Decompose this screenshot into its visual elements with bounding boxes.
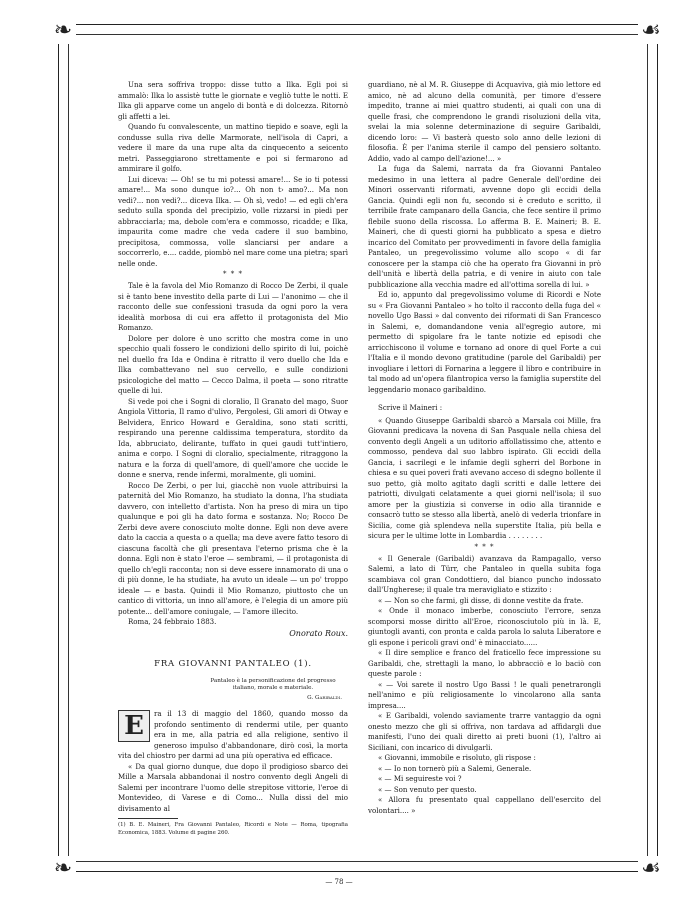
article-opening bbox=[118, 709, 348, 762]
epigraph-author: G. Garibaldi. bbox=[307, 694, 342, 701]
paragraph: « — Son venuto per questo. bbox=[378, 784, 477, 794]
paragraph: « Da qual giorno dunque, due dopo il prodigioso sbarco dei Mille a Marsala abbandonai il nostro convento degli Angeli di Salemi per incontrare l'uomo delle strepitose vittorie, l'eroe di Montevideo, di Varese e di Como... Nulla dissi del mio divisamento al bbox=[118, 761, 348, 813]
paragraph: Rocco De Zerbi, o per lui, giacchè non vuole attribuirsi la paternità del Mio Romanzo, ha studiato la donna, l'ha studiata davvero, con intelletto d'artista. Non ha preso di mira un tipo qualunque e poi gli ha dato forma e sostanza. No; Rocco De Zerbi deve avere conosciuto molte donne. Egli non deve avere dato la caccia a questa o a quella; ma deve avere fatto tesoro di ciascuna facoltà che gli presentava l'eterno prisma che è la donna. Egli non è stato l'eroe — sembrami, — il protagonista di quello ch'egli racconta; non si deve essere innamorato di una o di più donne, le ha studiate, ha avuto un ideale — un po' troppo ideale — e basta. Quindi il Mio Romanzo, piuttosto che un cantico di vittoria, un inno all'amore, è l'elegia di un amore più potente... dell'amore coniugale, — l'amore illecito. bbox=[118, 480, 348, 616]
paragraph: « Onde il monaco imberbe, conosciuto l'errore, senza scomporsi mosse diritto all'Eroe, riconosciutolo più in là. E, giuntogli avanti, con pronta e calda parola lo saluta Liberatore e gli espone i pericoli gravi ond' è minacciato...... bbox=[368, 606, 601, 647]
paragraph: « — Mi seguireste voi ? bbox=[378, 774, 462, 783]
paragraph: « Giovanni, immobile e risoluto, gli rispose : bbox=[378, 753, 536, 762]
corner-ornament-icon: ☙ bbox=[638, 856, 664, 882]
article-title: FRA GIOVANNI PANTALEO (1). bbox=[154, 659, 312, 669]
epigraph-line: Pantaleo è la personificazione del progresso bbox=[210, 677, 336, 684]
page-number: — 78 — bbox=[325, 878, 353, 886]
right-column bbox=[368, 80, 601, 816]
author-signature: Onorato Roux. bbox=[289, 628, 348, 638]
paragraph: « — Non so che farmi, gli disse, di donne vestite da frate. bbox=[378, 595, 584, 605]
paragraph: Quando fu convalescente, un mattino tiepido e soave, egli la condusse sulla riva delle Marmorate, nell'isola di Capri, a vedere il mare da una rupe alta da cinquecento a seicento metri. Passeggiarono strettamente e poi si fermarono ad ammirare il golfo. bbox=[118, 122, 348, 173]
paragraph: Si vede poi che i Sogni di cloralio, Il Granato del mago, Suor Angiola Vittoria, Il ramo d'ulivo, Pergolesi, Gli amori di Otway e Belvidera, Enrico Howard e Geraldina, sono stati scritti, respirando una perenne caldissima temperatura, stordito da Ida, abbruciato, delirante, tuffato in quei gaudi tutt'intiero, anima e corpo. I Sogni di cloralio, specialmente, ritraggono la natura e la forza di quell'amore, di quell'amore che uccide le donne e snerva, rende infermi, moralmente, gli uomini. bbox=[118, 396, 348, 479]
left-column bbox=[118, 80, 348, 837]
paragraph: « Il Generale (Garibaldi) avanzava da Rampagallo, verso Salemi, a lato di Türr, che Pantaleo in quella subita foga scambiava col gran Condottiero, dal bianco puncho indossato dall'Ungherese; il quale tra meravigliato e stizzito : bbox=[368, 553, 601, 594]
paragraph: « Il dire semplice e franco del fraticello fece impressione su Garibaldi, che, strettagli la mano, lo abbracciò e lo baciò con queste parole : bbox=[368, 648, 601, 678]
paragraph: Dolore per dolore è uno scritto che mostra come in uno specchio quali fossero le condizioni dello spirito di lui, poichè nel duello fra Ida e Ondina è ritratto il vero duello che Ida e Ilka combattevano nel suo cervello, e sulle condizioni psicologiche del matto — Cecco Dalma, il poeta — sono ritratte quelle di lui. bbox=[118, 333, 348, 395]
paragraph: Una sera soffriva troppo: disse tutto a Ilka. Egli poi si ammalò: Ilka lo assistè tutte le giornate e vegliò tutte le notti. E Ilka gli apparve come un angelo di bontà e di dolcezza. Ritornò gli affetti a lei. bbox=[118, 80, 348, 121]
paragraph: ra il 13 di maggio del 1860, quando mosso da profondo sentimento di rendermi utile, per quanto era in me, alla patria ed alla religione, sentivo il generoso impulso d'abbandonare, dirò così, la morta vita del chiostro per darmi ad una più operativa ed efficace. bbox=[118, 709, 348, 760]
section-divider-stars: * * * bbox=[474, 542, 495, 551]
section-divider-stars: * * * bbox=[223, 270, 243, 278]
paragraph: « — Voi sarete il nostro Ugo Bassi ! le quali penetrarongli nell'animo e più religiosamente lo vincolarono alla santa impresa.... bbox=[368, 679, 601, 710]
paragraph: « E Garibaldi, volendo saviamente trarre vantaggio da ogni onesto mezzo che gli si offriva, non tardava ad affidargli due manifesti, l'uno dei quali diretto ai preti buoni (1), l'altro ai Siciliani, con incarico di divulgarli. bbox=[368, 711, 601, 752]
paragraph: Scrive il Maineri : bbox=[378, 403, 443, 412]
paragraph: La fuga da Salemi, narrata da fra Giovanni Pantaleo medesimo in una lettera al padre Generale dell'ordine dei Minori osservanti riformati, avvenne dopo gli eccidi della Gancia. Quindi egli non fu, secondo si è creduto e scritto, il terribile frate campanaro della Gancia, che fece sentire il primo flebile suono della riscossa. Lo afferma B. E. Maineri; B. E. Maineri, che di questi giorni ha pubblicato a spesa e dietro incarico del Comitato per provvedimenti in favore della famiglia Pantaleo, un pregevolissimo volume allo scopo « di far conoscere per la stampa ciò che ha operato fra Giovanni in prò dell'unità e libertà della patria, e di venire in aiuto con tale pubblicazione alla vecchia madre ed all'ottima sorella di lui. » bbox=[368, 164, 601, 289]
corner-ornament-icon: ❧ bbox=[50, 856, 76, 882]
footnote-rule bbox=[118, 818, 178, 819]
paragraph: « Quando Giuseppe Garibaldi sbarcò a Marsala coi Mille, fra Giovanni predicava la novena di San Pasquale nella chiesa del convento degli Angeli a un uditorio affollatissimo che, attento e commosso, pendeva dal suo labbro ispirato. Gli eccidi della Gancia, i sacrilegi e le infamie degli sgherri del Borbone in chiesa e su quei poveri frati avevano acceso di sdegno bollente il suo petto, già molto agitato dagli scritti e dalle lettere dei patriotti, divulgati celatamente a quei giorni nell'isola; il suo amore per la giustizia si converse in odio alla tirannide e consacrò tutto se stesso alla libertà, anelò di vederla trionfare in Sicilia, come già splendeva nella superstite Italia, più bella e sicura per le ultime lotte in Lombardia . . . . . . . . bbox=[368, 415, 601, 540]
paragraph: Lui diceva: — Oh! se tu mi potessi amare!... Se io ti potessi amare!... Ma sono dunque io?... Oh non t› amo?... Ma non vedi?... non vedi?... diceva Ilka. — Oh sì, vedo! — ed egli ch'era seduto sulla sponda del precipizio, volle rizzarsi in piedi per abbracciarla; ma, debole com'era e commosso, ricadde; e Ilka, impaurita come madre che veda cadere il suo bambino, precipitosa, commossa, volle slanciarsi per andare a soccorrerlo, e.... cadde, piombò nel mare come una pietra; sparì nelle onde. bbox=[118, 174, 348, 268]
paragraph: guardiano, nè al M. R. Giuseppe di Acquaviva, già mio lettore ed amico, nè ad alcuno della comunità, per timore d'essere impedito, tranne ai miei quattro studenti, ai quali con una di quelle frasi, che comprendono le grandi risoluzioni della vita, svelai la mia solenne determinazione di seguire Garibaldi, dicendo loro: — Vi basterà questo solo anno delle lezioni di filosofia. È per l'anima sterile il campo del pensiero soltanto. Addio, vado al campo dell'azione!... » bbox=[368, 80, 601, 163]
footnote: (1) B. E. Maineri, Fra Giovanni Pantaleo, Ricordi e Note — Roma, tipografia Economica, 1883. Volume di pagine 260. bbox=[118, 822, 348, 836]
paragraph: « Allora fu presentato qual cappellano dell'esercito del volontari.... » bbox=[368, 795, 601, 815]
drop-cap: E bbox=[118, 710, 150, 742]
signature-date: Roma, 24 febbraio 1883. bbox=[128, 617, 217, 626]
corner-ornament-icon: ❧ bbox=[50, 18, 76, 44]
paragraph: Tale è la favola del Mio Romanzo di Rocco De Zerbi, il quale si è tanto bene investito della parte di Lui — l'anonimo — che il racconto delle sue confessioni trasuda da ogni poro la vera idealità morbosa di cui era affetto il protagonista del Mio Romanzo. bbox=[118, 281, 348, 332]
epigraph-line: italiano, morale e materiale. bbox=[232, 685, 314, 691]
paragraph: « — Io non tornerò più a Salemi, Generale. bbox=[378, 763, 532, 773]
paragraph: Ed io, appunto dal pregevolissimo volume di Ricordi e Note su « Fra Giovanni Pantaleo » ho tolto il racconto della fuga del « novello Ugo Bassi » dal convento dei riformati di San Francesco in Salemi, e, domandandone venia all'egregio autore, mi permetto di spigolare fra le tante notizie ed episodi che arricchiscono il volume e tornano ad onore di quel Forte a cui l'Italia e il mondo devono gratitudine (parole del Garibaldi) per invogliare i lettori di Fornarina a leggere il libro e contribuire in tal modo ad un'opera filantropica verso la famiglia superstite del leggendario monaco garibaldino. bbox=[368, 290, 601, 394]
corner-ornament-icon: ☙ bbox=[638, 18, 664, 44]
